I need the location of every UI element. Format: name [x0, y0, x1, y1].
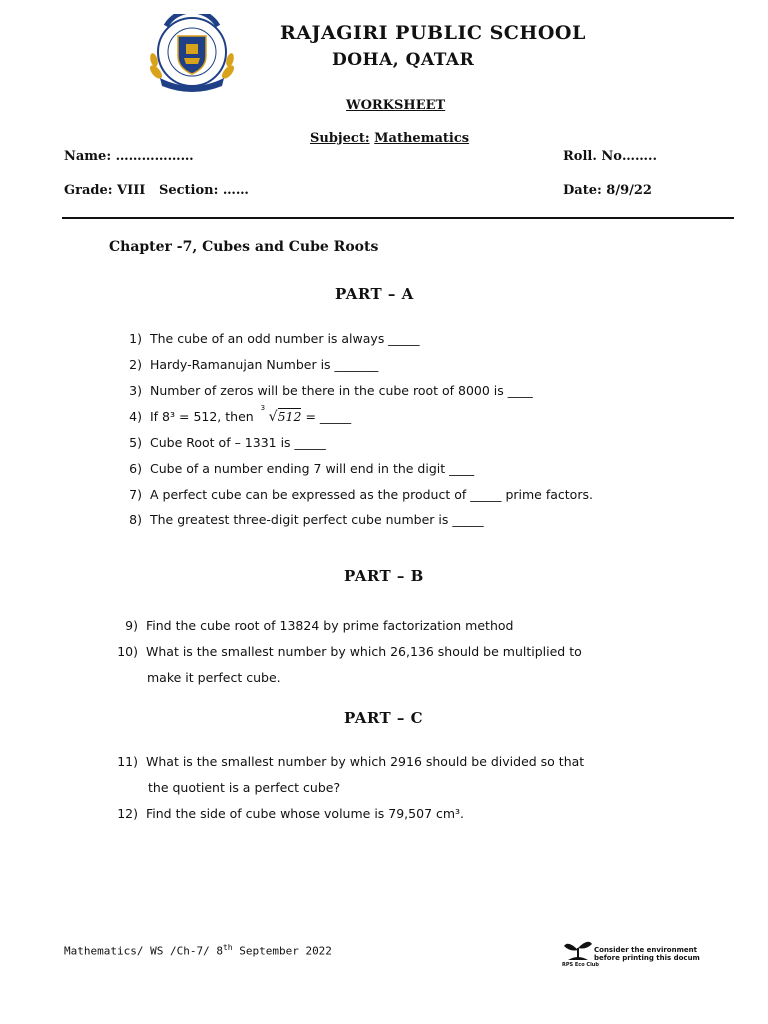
school-city: DOHA, QATAR: [332, 50, 475, 70]
subject-value: Mathematics: [374, 131, 470, 146]
part-b-title: PART – B: [344, 567, 424, 585]
question-3: 3) Number of zeros will be there in the cube root of 8000 is ____: [129, 383, 533, 398]
question-5: 5) Cube Root of – 1331 is _____: [129, 435, 326, 450]
school-name: RAJAGIRI PUBLIC SCHOOL: [280, 22, 586, 44]
cube-root-expression: 3 √512: [260, 404, 302, 425]
question-12: 12) Find the side of cube whose volume is 79,507 cm³.: [117, 806, 465, 821]
chapter-title: Chapter -7, Cubes and Cube Roots: [109, 239, 379, 255]
question-11: 11) What is the smallest number by which 2916 should be divided so that: [117, 754, 585, 769]
worksheet-date: Date: 8/9/22: [563, 183, 652, 198]
document-type: WORKSHEET: [346, 98, 446, 113]
subject-label: Subject:: [310, 131, 370, 146]
grade-section: Grade: VIII Section: ……: [64, 183, 249, 198]
roll-number: Roll. No……..: [563, 149, 658, 164]
question-6: 6) Cube of a number ending 7 will end in the digit ____: [129, 461, 475, 476]
footer-reference: Mathematics/ WS /Ch-7/ 8th September 2022: [64, 943, 332, 958]
question-2: 2) Hardy-Ramanujan Number is _______: [129, 357, 379, 372]
question-8: 8) The greatest three-digit perfect cube number is _____: [129, 512, 484, 527]
question-9: 9) Find the cube root of 13824 by prime factorization method: [125, 618, 514, 633]
eco-plant-icon: [562, 938, 594, 962]
eco-club-label: RPS Eco Club: [562, 962, 599, 968]
question-10: 10) What is the smallest number by which 26,136 should be multiplied to: [117, 644, 582, 659]
eco-message: Consider the environment before printing this docum: [594, 946, 700, 962]
question-4: 4) If 8³ = 512, then 3 √512 = _____: [129, 404, 352, 425]
question-10-continued: make it perfect cube.: [147, 670, 281, 685]
school-logo: [146, 14, 238, 96]
part-a-title: PART – A: [335, 285, 414, 303]
question-11-continued: the quotient is a perfect cube?: [148, 780, 341, 795]
question-1: 1) The cube of an odd number is always _____: [129, 331, 420, 346]
part-c-title: PART – C: [344, 709, 424, 727]
header-divider: [62, 217, 734, 219]
student-name: Name: ………………: [64, 149, 194, 164]
question-7: 7) A perfect cube can be expressed as the product of _____ prime factors.: [129, 487, 593, 502]
subject-line: [310, 131, 469, 146]
